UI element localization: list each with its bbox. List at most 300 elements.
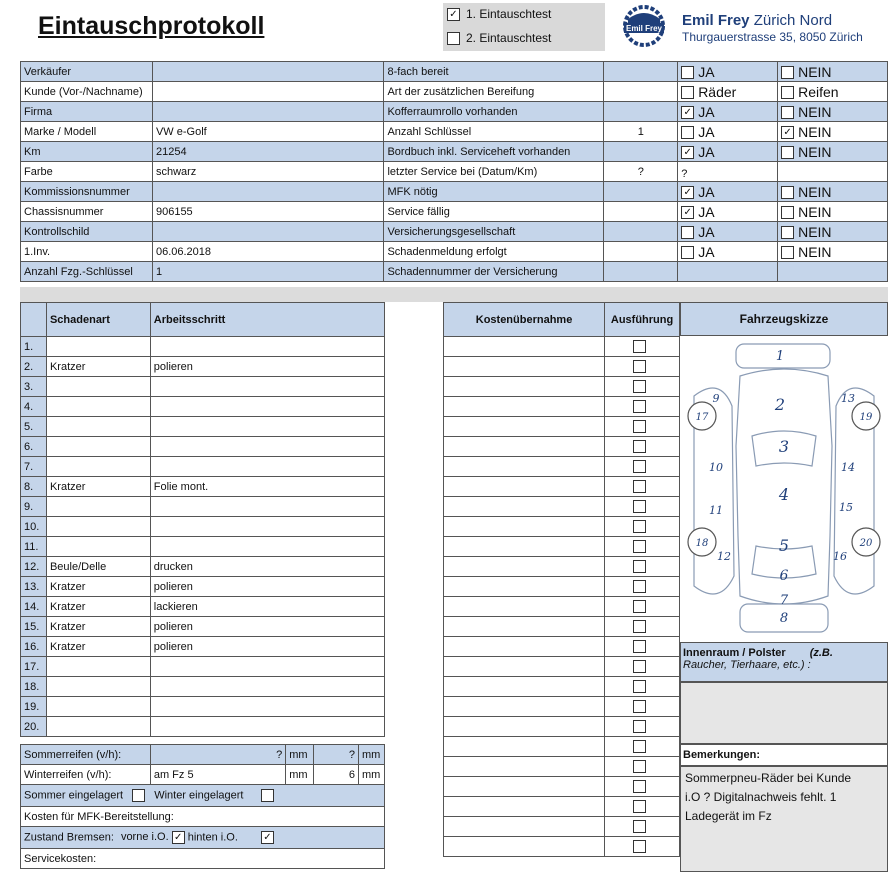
interior-hint-2: Raucher, Tierhaare, etc.) : [683,659,811,671]
info-right-extra[interactable] [604,222,678,242]
damage-row-number: 1. [21,337,47,357]
damage-row-number: 18. [21,677,47,697]
summer-stored-checkbox[interactable] [132,789,145,802]
damage-row [21,537,385,557]
info-option-b-checkbox[interactable] [781,66,794,79]
info-option-a[interactable] [678,202,778,222]
damage-row [21,617,385,637]
damage-row [21,357,385,377]
damage-row-step[interactable]: polieren [150,357,384,377]
mfk-costs-label: Kosten für MFK-Bereitstellung: [21,807,385,827]
execution-checkbox[interactable] [633,580,646,593]
page-title: Eintauschprotokoll [38,12,265,40]
damage-row-type[interactable]: Kratzer [46,637,150,657]
info-option-b-label: Reifen [798,83,839,100]
execution-checkbox[interactable] [633,840,646,853]
execution-cell [605,677,680,697]
summer-tires-rear[interactable]: ? [314,745,359,765]
cost-row [444,837,680,857]
info-option-a[interactable] [678,102,778,122]
damage-row-type[interactable] [46,337,150,357]
cost-cell[interactable] [444,717,605,737]
test-option-2[interactable] [447,31,551,45]
cost-row [444,677,680,697]
damage-row-step[interactable] [150,417,384,437]
summer-tires-front[interactable]: ? [150,745,285,765]
damage-row-step[interactable] [150,717,384,737]
damage-row-number: 3. [21,377,47,397]
damage-row-step[interactable]: lackieren [150,597,384,617]
info-option-b[interactable] [778,122,888,142]
cost-row [444,437,680,457]
info-value[interactable]: 906155 [152,202,384,222]
info-option-b[interactable] [778,82,888,102]
info-option-a[interactable] [678,122,778,142]
cost-cell[interactable] [444,477,605,497]
info-option-b[interactable] [778,242,888,262]
execution-checkbox[interactable] [633,560,646,573]
info-option-a-label: JA [698,103,715,120]
cost-row [444,797,680,817]
execution-checkbox[interactable] [633,420,646,433]
damage-row-step[interactable] [150,337,384,357]
interior-field[interactable] [680,682,888,744]
info-right-extra[interactable] [604,62,678,82]
damage-table [20,302,385,737]
summer-tires-label: Sommerreifen (v/h): [21,745,151,765]
execution-cell [605,377,680,397]
execution-checkbox[interactable] [633,800,646,813]
info-option-a-checkbox[interactable]: ✓ [681,146,694,159]
brakes-row [21,827,385,849]
info-option-b[interactable] [778,62,888,82]
damage-row-step[interactable] [150,537,384,557]
info-right-extra[interactable] [604,142,678,162]
info-option-a-checkbox[interactable]: ✓ [681,206,694,219]
emil-frey-logo [620,5,668,47]
cost-cell[interactable] [444,677,605,697]
damage-row-type[interactable]: Kratzer [46,577,150,597]
info-option-a-checkbox[interactable] [681,66,694,79]
cost-row [444,457,680,477]
info-option-a-label: ? [681,167,688,180]
info-option-a-label: JA [698,143,715,160]
damage-row-type[interactable] [46,517,150,537]
execution-cell [605,837,680,857]
execution-header: Ausführung [605,303,680,337]
info-option-a-checkbox[interactable] [681,246,694,259]
cost-cell[interactable] [444,377,605,397]
info-value[interactable]: VW e-Golf [152,122,384,142]
damage-row-step[interactable] [150,377,384,397]
info-option-b-checkbox[interactable] [781,226,794,239]
info-right-extra[interactable] [604,182,678,202]
info-label: Kontrollschild [21,222,153,242]
info-value[interactable] [152,182,384,202]
brakes-front-label: vorne i.O. [120,831,169,844]
vehicle-sketch [680,336,888,642]
info-option-b-checkbox[interactable] [781,106,794,119]
damage-header-art: Schadenart [46,303,150,337]
info-label: Firma [21,102,153,122]
info-option-b-label: NEIN [798,143,832,160]
damage-row [21,497,385,517]
info-row [21,162,888,182]
damage-row [21,657,385,677]
info-option-a-checkbox[interactable] [681,86,694,99]
sketch-number-6: 6 [779,568,789,584]
damage-row-type[interactable] [46,677,150,697]
separator-band [20,287,888,302]
damage-row-number: 4. [21,397,47,417]
damage-row-number: 16. [21,637,47,657]
info-right-extra[interactable] [604,82,678,102]
cost-cell[interactable] [444,337,605,357]
info-option-b[interactable] [778,142,888,162]
winter-tires-value[interactable]: am Fz 5 [150,765,285,785]
winter-tires-unit-rear: mm [358,765,384,785]
info-right-label: Bordbuch inkl. Serviceheft vorhanden [384,142,604,162]
damage-row [21,477,385,497]
cost-cell[interactable] [444,657,605,677]
damage-row-step[interactable] [150,697,384,717]
execution-checkbox[interactable] [633,760,646,773]
winter-stored-checkbox[interactable] [261,789,274,802]
damage-row [21,597,385,617]
info-option-b[interactable] [778,102,888,122]
execution-checkbox[interactable] [633,540,646,553]
brand-name [682,12,832,29]
damage-row-number: 20. [21,717,47,737]
execution-checkbox[interactable] [633,680,646,693]
damage-row-type[interactable]: Kratzer [46,597,150,617]
cost-row [444,777,680,797]
damage-row-step[interactable]: polieren [150,617,384,637]
logo-text: Emil Frey [625,24,663,33]
sketch-number-16: 16 [833,550,847,563]
brakes-rear-checkbox[interactable]: ✓ [261,831,274,844]
damage-row-number: 5. [21,417,47,437]
cost-cell[interactable] [444,357,605,377]
info-option-b-label: NEIN [798,103,832,120]
info-right-label: Schadenmeldung erfolgt [384,242,604,262]
info-label: Anzahl Fzg.-Schlüssel [21,262,153,282]
cost-row [444,397,680,417]
info-option-a[interactable] [678,262,778,282]
info-option-a-checkbox[interactable]: ✓ [681,186,694,199]
damage-row-type[interactable] [46,537,150,557]
cost-row [444,617,680,637]
damage-row [21,437,385,457]
damage-row-type[interactable]: Beule/Delle [46,557,150,577]
cost-cell[interactable] [444,817,605,837]
test-options-box [443,3,605,51]
info-option-a[interactable] [678,82,778,102]
sketch-number-7: 7 [779,593,789,608]
info-value[interactable]: 21254 [152,142,384,162]
info-option-b[interactable] [778,222,888,242]
damage-row-step[interactable]: polieren [150,637,384,657]
brakes-front-checkbox[interactable]: ✓ [172,831,185,844]
sketch-number-19: 19 [859,412,873,423]
damage-row-number: 14. [21,597,47,617]
sketch-number-1: 1 [775,349,785,364]
damage-row-type[interactable] [46,377,150,397]
cost-row [444,597,680,617]
info-right-extra[interactable] [604,202,678,222]
sketch-number-12: 12 [717,550,731,563]
execution-checkbox[interactable] [633,820,646,833]
damage-header-number [21,303,47,337]
damage-row-step[interactable] [150,497,384,517]
info-right-label: Art der zusätzlichen Bereifung [384,82,604,102]
damage-row [21,577,385,597]
info-option-b-checkbox[interactable] [781,246,794,259]
execution-cell [605,697,680,717]
info-value[interactable]: 06.06.2018 [152,242,384,262]
damage-row-type[interactable] [46,697,150,717]
info-option-a-label: JA [698,123,715,140]
info-option-a-label: JA [698,203,715,220]
execution-checkbox[interactable] [633,640,646,653]
damage-row [21,397,385,417]
remarks-line-1: Sommerpneu-Räder bei Kunde [685,771,852,785]
info-value[interactable]: schwarz [152,162,384,182]
info-option-a-label: JA [698,183,715,200]
cost-cell[interactable] [444,457,605,477]
sketch-number-10: 10 [709,461,723,474]
damage-row-step[interactable] [150,657,384,677]
info-option-a-checkbox[interactable] [681,126,694,139]
execution-cell [605,557,680,577]
execution-checkbox[interactable] [633,700,646,713]
sketch-number-15: 15 [839,501,853,514]
info-value[interactable] [152,102,384,122]
execution-checkbox[interactable] [633,380,646,393]
info-option-a[interactable] [678,62,778,82]
info-right-extra[interactable] [604,102,678,122]
info-value[interactable] [152,62,384,82]
info-option-b-checkbox[interactable]: ✓ [781,126,794,139]
info-right-label: letzter Service bei (Datum/Km) [384,162,604,182]
cost-cell[interactable] [444,697,605,717]
cost-cell[interactable] [444,397,605,417]
execution-checkbox[interactable] [633,360,646,373]
execution-checkbox[interactable] [633,600,646,613]
damage-row-step[interactable]: Folie mont. [150,477,384,497]
execution-cell [605,597,680,617]
cost-cell[interactable] [444,497,605,517]
damage-row-number: 6. [21,437,47,457]
cost-row [444,577,680,597]
info-row [21,62,888,82]
info-option-b-checkbox[interactable] [781,206,794,219]
damage-row-type[interactable] [46,717,150,737]
info-option-b[interactable] [778,262,888,282]
damage-row-type[interactable] [46,397,150,417]
cost-cell[interactable] [444,777,605,797]
damage-row-step[interactable] [150,517,384,537]
execution-cell [605,457,680,477]
sketch-number-20: 20 [859,538,873,549]
damage-row-type[interactable] [46,437,150,457]
info-label: Verkäufer [21,62,153,82]
cost-cell[interactable] [444,617,605,637]
info-option-a[interactable] [678,142,778,162]
info-option-a-label: Räder [698,83,737,100]
damage-row-step[interactable]: drucken [150,557,384,577]
damage-row-type[interactable] [46,417,150,437]
summer-tires-unit-front: mm [286,745,314,765]
sketch-header: Fahrzeugskizze [680,302,888,336]
info-option-b[interactable] [778,162,888,182]
info-option-b-checkbox[interactable] [781,86,794,99]
cost-row [444,497,680,517]
damage-row-step[interactable] [150,457,384,477]
cost-row [444,697,680,717]
damage-row-step[interactable] [150,437,384,457]
info-option-a[interactable] [678,182,778,202]
interior-label: Innenraum / Polster [683,647,786,659]
service-costs-row [21,849,385,869]
execution-checkbox[interactable] [633,720,646,733]
info-row [21,122,888,142]
info-right-extra[interactable]: 1 [604,122,678,142]
info-label: Km [21,142,153,162]
damage-row-type[interactable] [46,657,150,677]
cost-cell[interactable] [444,537,605,557]
execution-checkbox[interactable] [633,440,646,453]
info-option-b-checkbox[interactable] [781,186,794,199]
execution-checkbox[interactable] [633,780,646,793]
cost-row [444,637,680,657]
cost-cell[interactable] [444,437,605,457]
info-option-b[interactable] [778,182,888,202]
execution-checkbox[interactable] [633,660,646,673]
execution-cell [605,397,680,417]
execution-cell [605,617,680,637]
damage-row [21,377,385,397]
damage-row-type[interactable]: Kratzer [46,617,150,637]
info-right-label: Versicherungsgesellschaft [384,222,604,242]
info-option-a-checkbox[interactable]: ✓ [681,106,694,119]
damage-row-number: 13. [21,577,47,597]
info-right-extra[interactable]: ? [604,162,678,182]
winter-tires-unit-front: mm [286,765,314,785]
info-right-extra[interactable] [604,242,678,262]
info-option-b[interactable] [778,202,888,222]
execution-checkbox[interactable] [633,460,646,473]
execution-checkbox[interactable] [633,400,646,413]
execution-cell [605,657,680,677]
damage-row [21,457,385,477]
info-option-a-label: JA [698,243,715,260]
damage-row-type[interactable] [46,457,150,477]
execution-cell [605,637,680,657]
cost-table [443,302,680,857]
damage-row [21,637,385,657]
damage-row-type[interactable]: Kratzer [46,477,150,497]
execution-checkbox[interactable] [633,500,646,513]
cost-cell[interactable] [444,517,605,537]
damage-row-number: 11. [21,537,47,557]
damage-row [21,517,385,537]
test-option-1[interactable] [447,7,551,21]
info-option-a[interactable] [678,162,778,182]
damage-row-type[interactable] [46,497,150,517]
damage-row-step[interactable]: polieren [150,577,384,597]
info-option-b-checkbox[interactable] [781,146,794,159]
damage-row [21,337,385,357]
execution-checkbox[interactable] [633,740,646,753]
execution-checkbox[interactable] [633,340,646,353]
cost-cell[interactable] [444,577,605,597]
info-option-a-label: JA [698,63,715,80]
damage-row [21,557,385,577]
test-option-1-checkbox[interactable]: ✓ [447,8,460,21]
execution-checkbox[interactable] [633,520,646,533]
cost-cell[interactable] [444,597,605,617]
damage-row [21,717,385,737]
cost-cell[interactable] [444,757,605,777]
info-label: 1.Inv. [21,242,153,262]
execution-cell [605,477,680,497]
info-option-a[interactable] [678,222,778,242]
info-value[interactable]: 1 [152,262,384,282]
info-row [21,182,888,202]
test-option-2-checkbox[interactable] [447,32,460,45]
cost-cell[interactable] [444,557,605,577]
info-value[interactable] [152,82,384,102]
sketch-number-17: 17 [695,412,709,423]
execution-checkbox[interactable] [633,620,646,633]
damage-row-type[interactable]: Kratzer [46,357,150,377]
damage-row-number: 9. [21,497,47,517]
cost-cell[interactable] [444,797,605,817]
cost-row [444,517,680,537]
cost-cell[interactable] [444,737,605,757]
cost-cell[interactable] [444,417,605,437]
info-right-extra[interactable] [604,262,678,282]
cost-row [444,657,680,677]
remarks-line-3: Ladegerät im Fz [685,809,772,823]
damage-row-number: 10. [21,517,47,537]
info-option-a-label: JA [698,223,715,240]
info-label: Kommissionsnummer [21,182,153,202]
info-row [21,262,888,282]
cost-cell[interactable] [444,837,605,857]
info-value[interactable] [152,222,384,242]
execution-cell [605,537,680,557]
cost-row [444,477,680,497]
execution-cell [605,817,680,837]
damage-row-number: 8. [21,477,47,497]
damage-row-step[interactable] [150,677,384,697]
tire-table [20,744,385,869]
remarks-field[interactable] [680,766,888,872]
winter-tires-rear[interactable]: 6 [314,765,359,785]
damage-row-step[interactable] [150,397,384,417]
info-row [21,222,888,242]
execution-checkbox[interactable] [633,480,646,493]
info-option-a[interactable] [678,242,778,262]
damage-header-step: Arbeitsschritt [150,303,384,337]
cost-row [444,737,680,757]
execution-cell [605,777,680,797]
cost-cell[interactable] [444,637,605,657]
info-option-a-checkbox[interactable] [681,226,694,239]
damage-row-number: 2. [21,357,47,377]
